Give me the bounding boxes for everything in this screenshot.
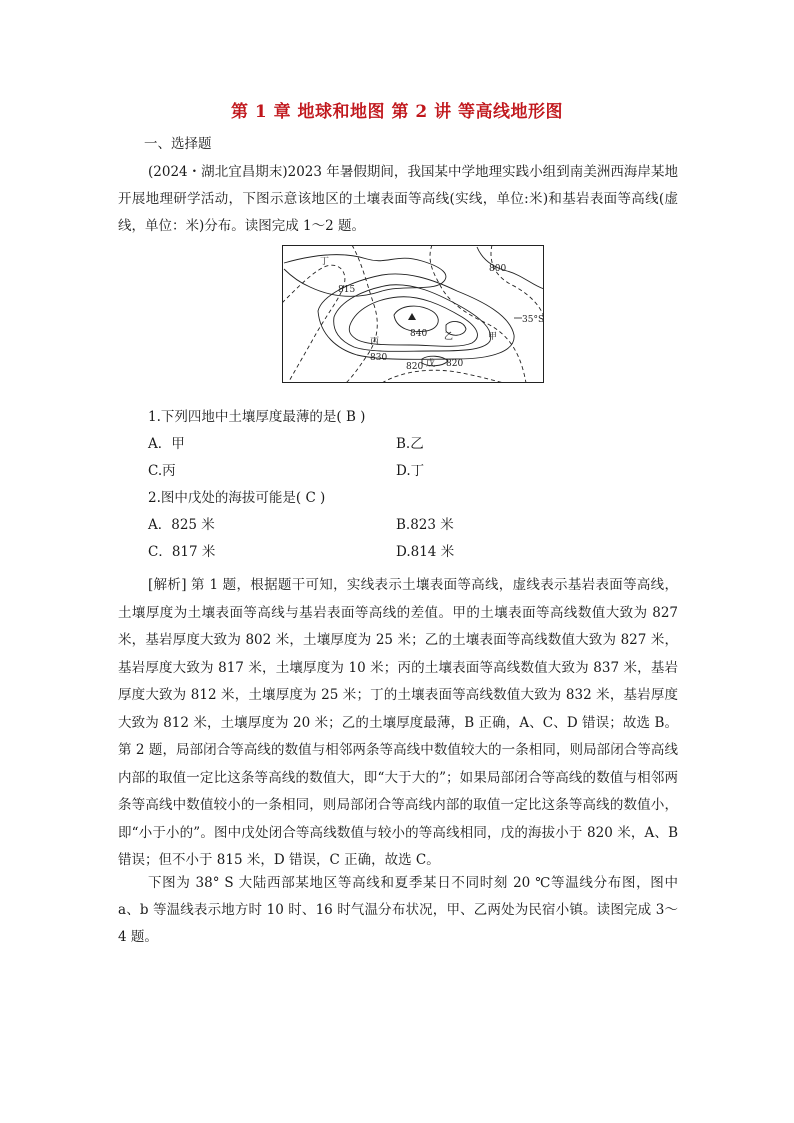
label-820-left: 820 [406, 362, 424, 372]
question-1-option-b: B.乙 [396, 436, 424, 452]
label-bing: 丙 [370, 337, 380, 347]
label-jia: 甲 [488, 332, 498, 342]
question-2-option-c: C．817 米 [148, 544, 216, 560]
question-1-option-a: A．甲 [148, 436, 185, 452]
question-2-option-b: B.823 米 [396, 517, 454, 533]
analysis-text: [解析] 第 1 题，根据题干可知，实线表示土壤表面等高线，虚线表示基岩表面等高线，土壤厚度为土壤表面等高线与基岩表面等高线的差值。甲的土壤表面等高线数值大致为 827 米，基岩厚度大致为 802 米，土壤厚度为 25 米；乙的土壤表面等高线数值大致为 827 米，基岩厚度大致为 817 米，土壤厚度为 10 米；丙的土壤表面等高线数值大致为 837 米，基岩厚度大致为 812 米，土壤厚度为 25 米；丁的土壤表面等高线数值大致为 832 米，基岩厚度大致为 812 米，土壤厚度为 20 米；乙的土壤厚度最薄，B 正确，A、C、D 错误；故选 B。第 2 题，局部闭合等高线的数值与相邻两条等高线中数值较大的一条相同，则局部闭合等高线内部的取值一定比这条等高线的数值大，即“大于大的”；如果局部闭合等高线的数值与相邻两条等高线中数值较小的一条相同，则局部闭合等高线内部的取值一定比这条等高线的数值小，即“小于小的”。图中戊处闭合等高线数值与较小的等高线相同，戊的海拔小于 820 米，A、B 错误；但不小于 815 米，D 错误，C 正确，故选 C。 [118, 577, 678, 868]
contour-map-svg [282, 245, 544, 383]
label-815: 815 [338, 285, 356, 295]
question-2-option-a: A．825 米 [148, 517, 215, 533]
contour-map [282, 245, 544, 383]
question-intro: (2024・湖北宜昌期末)2023 年暑假期间，我国某中学地理实践小组到南美洲西海岸某地开展地理研学活动，下图示意该地区的土壤表面等高线(实线，单位:米)和基岩表面等高线(虚线，单位：米)分布。读图完成 1～2 题。 [118, 164, 678, 234]
question-3-4-intro: 下图为 38° S 大陆西部某地区等高线和夏季某日不同时刻 20 ℃等温线分布图，图中 a、b 等温线表示地方时 10 时、16 时气温分布状况，甲、乙两处为民宿小镇。读图完成 3～4 题。 [118, 875, 678, 945]
page-title: 第 1 章 地球和地图 第 2 讲 等高线地形图 [230, 102, 564, 122]
label-840: 840 [410, 329, 428, 339]
section-heading: 一、选择题 [144, 136, 212, 152]
label-820-right: 820 [446, 359, 464, 369]
question-1-option-d: D.丁 [396, 463, 425, 479]
label-wu: 戊 [426, 359, 436, 369]
label-800: 800 [489, 264, 507, 274]
label-ding: 丁 [320, 257, 330, 267]
label-35s: 35°S [522, 315, 544, 325]
question-2-option-d: D.814 米 [396, 544, 455, 560]
question-1-stem: 1.下列四地中土壤厚度最薄的是( B ) [148, 409, 366, 425]
question-1-option-c: C.丙 [148, 463, 176, 479]
label-yi: 乙 [444, 332, 454, 342]
question-2-stem: 2.图中戊处的海拔可能是( C ) [148, 490, 326, 506]
label-830: 830 [370, 353, 388, 363]
